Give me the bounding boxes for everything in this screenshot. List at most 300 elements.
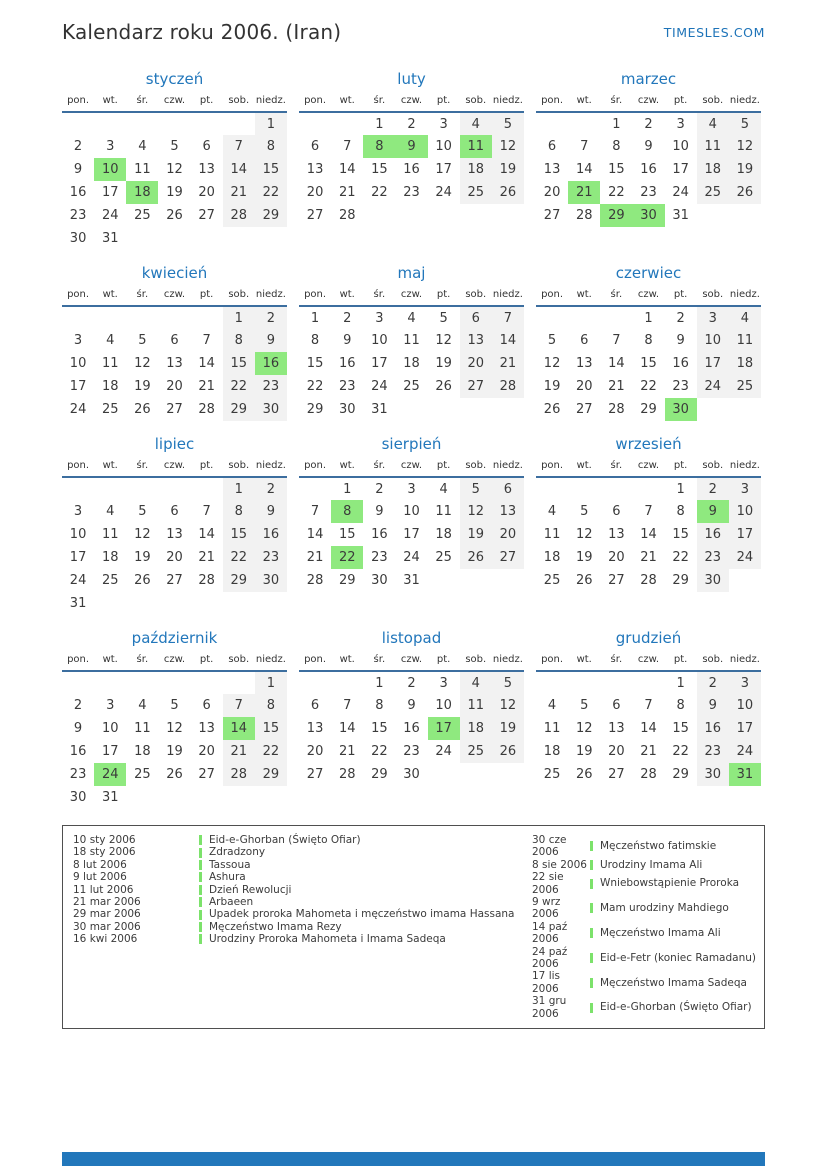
day-cell: 9 [644,139,653,154]
day-cell: 7 [223,694,255,717]
legend-item-label: Arbaeen [209,896,254,909]
day-cell: 10 [672,139,689,154]
day-cell: 5 [547,333,557,348]
day-cell: 8 [223,329,255,352]
day-cell: 24 [697,375,729,398]
day-cell: 30 [632,204,664,227]
day-cell: 24 [403,550,420,565]
day-cell: 27 [166,402,183,417]
day-cell: 9 [697,694,729,717]
day-cell: 30 [255,569,287,592]
day-cell: 6 [170,504,179,519]
day-cell: 27 [306,208,324,223]
day-cell: 18 [460,717,492,740]
weekday-header: wt. [94,93,126,112]
empty-day-cell [363,204,395,227]
day-cell: 7 [612,333,621,348]
empty-day-cell [729,204,761,227]
day-cell: 28 [198,402,215,417]
week-row [536,523,761,546]
weekday-header: sob. [223,652,255,671]
day-cell: 23 [697,546,729,569]
day-cell: 16 [371,527,388,542]
day-cell: 12 [166,721,183,736]
day-cell: 22 [371,744,388,759]
month-title: wrzesień [615,435,682,453]
weekday-header: pon. [62,287,94,306]
month-title: październik [131,629,218,647]
weekday-header: śr. [363,287,395,306]
day-cell: 21 [198,379,215,394]
day-cell: 16 [255,523,287,546]
month-table [62,93,287,250]
day-cell: 28 [306,573,324,588]
day-cell: 30 [403,767,420,782]
week-row [536,500,761,523]
day-cell: 2 [697,477,729,500]
weekday-header: pon. [536,287,568,306]
weekday-header: czw. [395,93,427,112]
day-cell: 5 [138,504,147,519]
day-cell: 16 [403,162,420,177]
day-cell: 27 [460,375,492,398]
day-cell: 14 [608,356,625,371]
weekday-header: niedz. [729,652,761,671]
day-cell: 10 [69,527,87,542]
weekday-header: śr. [363,93,395,112]
day-cell: 19 [460,523,492,546]
legend-item-date: 9 wrz 2006 [532,896,561,921]
legend-item-date: 21 mar 2006 [73,896,141,909]
empty-day-cell [191,112,223,135]
day-cell: 3 [697,306,729,329]
day-cell: 11 [134,721,151,736]
day-cell: 25 [543,573,561,588]
day-cell: 22 [672,744,689,759]
month-title: grudzień [615,629,682,647]
day-cell: 10 [371,333,388,348]
day-cell: 3 [439,116,448,132]
day-cell: 1 [612,116,621,132]
legend-item-date: 30 cze 2006 [532,834,567,859]
empty-day-cell [536,671,568,694]
legend-item-label: Upadek proroka Mahometa i męczeństwo imama Hassana [209,908,515,921]
day-cell: 21 [223,740,255,763]
weekday-header: czw. [395,287,427,306]
day-cell: 21 [338,744,356,759]
weekday-header: pt. [665,652,697,671]
weekday-header: śr. [126,458,158,477]
week-row [62,204,287,227]
day-cell: 7 [580,139,589,154]
empty-day-cell [600,671,632,694]
day-cell: 25 [460,181,492,204]
day-cell: 8 [331,500,363,523]
day-cell: 5 [580,504,589,519]
month-styczeń [62,70,287,250]
day-cell: 14 [223,158,255,181]
weekday-header: pon. [536,652,568,671]
day-cell: 9 [676,333,685,348]
day-cell: 17 [403,527,420,542]
day-cell: 13 [608,721,625,736]
day-cell: 5 [492,671,524,694]
day-cell: 6 [492,477,524,500]
day-cell: 13 [492,500,524,523]
day-cell: 25 [460,740,492,763]
legend-item-date: 16 kwi 2006 [73,933,138,946]
month-title: luty [397,70,426,88]
day-cell: 5 [170,698,179,713]
empty-day-cell [158,592,190,615]
weekday-header: wt. [94,652,126,671]
day-cell: 23 [371,550,388,565]
day-cell: 6 [310,698,320,713]
day-cell: 8 [363,135,395,158]
month-table [536,287,761,421]
day-cell: 13 [543,162,561,177]
empty-day-cell [395,398,427,421]
day-cell: 1 [223,477,255,500]
empty-day-cell [632,671,664,694]
empty-day-cell [223,592,255,615]
day-cell: 27 [575,402,593,417]
legend-item-date: 14 paź 2006 [532,920,568,946]
day-cell: 22 [255,740,287,763]
week-row [62,694,287,717]
day-cell: 20 [166,379,183,394]
empty-day-cell [158,227,190,250]
day-cell: 17 [371,356,388,371]
empty-day-cell [600,306,632,329]
day-cell: 28 [223,204,255,227]
legend-tick-icon [199,848,202,858]
day-cell: 28 [640,573,657,588]
day-cell: 29 [306,402,324,417]
day-cell: 13 [166,527,183,542]
day-cell: 26 [134,402,151,417]
empty-day-cell [492,569,524,592]
day-cell: 5 [170,139,179,154]
day-cell: 12 [575,721,593,736]
day-cell: 29 [223,398,255,421]
week-row [536,181,761,204]
day-cell: 29 [223,569,255,592]
day-cell: 31 [403,573,420,588]
day-cell: 6 [612,504,621,519]
day-cell: 31 [101,231,119,246]
weekday-header: wt. [94,287,126,306]
empty-day-cell [536,306,568,329]
legend-item-date: 10 sty 2006 [73,834,136,846]
day-cell: 24 [729,546,761,569]
empty-day-cell [255,786,287,809]
day-cell: 4 [439,481,448,497]
day-cell: 3 [407,481,416,497]
day-cell: 11 [101,527,119,542]
empty-day-cell [62,477,94,500]
legend-item [73,921,532,933]
page-title: Kalendarz roku 2006. (Iran) [62,20,342,44]
day-cell: 24 [69,573,87,588]
empty-day-cell [62,671,94,694]
day-cell: 15 [255,158,287,181]
day-cell: 18 [729,352,761,375]
day-cell: 26 [543,402,561,417]
week-row [299,135,524,158]
month-table [536,458,761,592]
weekday-header: sob. [223,458,255,477]
day-cell: 13 [306,721,324,736]
week-row [536,763,761,786]
day-cell: 6 [460,306,492,329]
week-row [62,227,287,250]
day-cell: 12 [575,527,593,542]
empty-day-cell [158,671,190,694]
weekday-header: wt. [568,93,600,112]
month-title: marzec [620,70,677,88]
day-cell: 8 [375,698,384,713]
day-cell: 25 [435,550,452,565]
legend-column-left [73,834,532,1020]
weekday-header: śr. [600,458,632,477]
day-cell: 27 [166,573,183,588]
day-cell: 28 [223,763,255,786]
day-cell: 28 [608,402,625,417]
weekday-header: śr. [600,93,632,112]
day-cell: 10 [697,329,729,352]
day-cell: 25 [403,379,420,394]
day-cell: 4 [460,671,492,694]
month-maj [299,264,524,421]
day-cell: 24 [435,744,452,759]
day-cell: 15 [672,721,689,736]
legend-item [73,884,532,896]
empty-day-cell [126,786,158,809]
legend-item [73,859,532,871]
empty-day-cell [255,227,287,250]
day-cell: 20 [608,550,625,565]
weekday-header: niedz. [255,458,287,477]
legend-item [532,970,756,995]
legend-item [532,834,756,859]
day-cell: 19 [729,158,761,181]
day-cell: 15 [640,356,657,371]
weekday-header: śr. [363,652,395,671]
weekday-header: pt. [665,93,697,112]
day-cell: 20 [575,379,593,394]
weekday-header: wt. [331,93,363,112]
legend-item-label: Eid-e-Ghorban (Święto Ofiar) [209,834,361,846]
day-cell: 15 [371,721,388,736]
day-cell: 18 [134,744,151,759]
legend-item-label: Urodziny Imama Ali [600,858,703,871]
day-cell: 29 [672,767,689,782]
day-cell: 27 [608,573,625,588]
weekday-header: wt. [331,652,363,671]
day-cell: 16 [672,356,689,371]
day-cell: 8 [310,333,320,348]
legend-tick-icon [199,860,202,870]
legend-tick-icon [199,835,202,845]
month-table [62,287,287,421]
day-cell: 22 [608,185,625,200]
day-cell: 19 [435,356,452,371]
weekday-header: śr. [363,458,395,477]
day-cell: 12 [435,333,452,348]
weekday-header: sob. [697,93,729,112]
day-cell: 31 [672,208,689,223]
site-link[interactable]: TIMESLES.COM [663,25,765,40]
day-cell: 10 [403,504,420,519]
day-cell: 7 [343,698,352,713]
day-cell: 18 [101,379,119,394]
week-row [62,500,287,523]
legend-item [73,896,532,908]
week-row [62,592,287,615]
day-cell: 17 [101,744,119,759]
day-cell: 19 [575,550,593,565]
legend-tick-icon [590,841,593,851]
day-cell: 23 [403,744,420,759]
legend-tick-icon [199,934,202,944]
weekday-header: śr. [600,652,632,671]
day-cell: 30 [697,763,729,786]
empty-day-cell [223,671,255,694]
day-cell: 1 [255,671,287,694]
empty-day-cell [632,477,664,500]
month-luty [299,70,524,227]
weekday-header: niedz. [492,287,524,306]
week-row [299,112,524,135]
legend-tick-icon [590,1003,593,1013]
empty-day-cell [428,398,460,421]
weekday-header: wt. [331,458,363,477]
legend-item-label: Męczeństwo Imama Rezy [209,920,342,933]
day-cell: 11 [729,329,761,352]
weekday-header: wt. [568,458,600,477]
legend-item-label: Urodziny Proroka Mahometa i Imama Sadeqa [209,933,446,946]
day-cell: 18 [543,550,561,565]
day-cell: 29 [640,402,657,417]
weekday-header: niedz. [255,652,287,671]
weekday-header: czw. [158,458,190,477]
month-title: maj [397,264,426,282]
month-table [299,458,524,592]
weekday-header: sob. [223,287,255,306]
day-cell: 14 [338,162,356,177]
empty-day-cell [492,204,524,227]
empty-day-cell [299,477,331,500]
week-row [299,158,524,181]
day-cell: 5 [492,112,524,135]
day-cell: 15 [608,162,625,177]
empty-day-cell [492,398,524,421]
week-row [536,717,761,740]
legend-item-date: 22 sie 2006 [532,871,564,896]
day-cell: 10 [435,698,452,713]
week-row [299,523,524,546]
month-table [299,93,524,227]
month-kwiecień [62,264,287,421]
day-cell: 6 [580,333,589,348]
empty-day-cell [331,112,363,135]
weekday-header: pt. [665,458,697,477]
empty-day-cell [191,306,223,329]
day-cell: 1 [676,675,685,691]
day-cell: 9 [697,500,729,523]
month-listopad [299,629,524,786]
week-row [62,477,287,500]
day-cell: 9 [255,329,287,352]
day-cell: 14 [306,527,324,542]
weekday-header: sob. [223,93,255,112]
day-cell: 25 [134,767,151,782]
day-cell: 17 [697,352,729,375]
legend-item [73,871,532,883]
day-cell: 17 [435,162,452,177]
weekday-header: czw. [632,458,664,477]
month-table [299,287,524,421]
weekday-header: wt. [331,287,363,306]
empty-day-cell [223,786,255,809]
weekday-header: pt. [428,287,460,306]
week-row [299,204,524,227]
day-cell: 4 [106,333,115,348]
day-cell: 22 [223,375,255,398]
day-cell: 9 [343,333,352,348]
day-cell: 2 [676,310,685,326]
empty-day-cell [126,671,158,694]
day-cell: 20 [198,744,215,759]
day-cell: 8 [255,694,287,717]
day-cell: 25 [697,181,729,204]
weekday-header: sob. [460,652,492,671]
legend-tick-icon [590,860,593,870]
empty-day-cell [126,477,158,500]
weekday-header: sob. [460,458,492,477]
day-cell: 31 [729,763,761,786]
day-cell: 1 [676,481,685,497]
day-cell: 7 [492,306,524,329]
empty-day-cell [729,398,761,421]
week-row [62,398,287,421]
week-row [536,569,761,592]
day-cell: 6 [547,139,557,154]
weekday-header: czw. [395,652,427,671]
day-cell: 6 [170,333,179,348]
legend-tick-icon [199,872,202,882]
day-cell: 16 [697,523,729,546]
legend-item [532,896,756,921]
day-cell: 3 [676,116,685,132]
day-cell: 16 [697,717,729,740]
day-cell: 7 [644,698,653,713]
day-cell: 24 [94,763,126,786]
day-cell: 20 [306,185,324,200]
month-title: listopad [381,629,442,647]
week-row [299,694,524,717]
week-row [62,375,287,398]
day-cell: 19 [492,717,524,740]
legend-item-date: 18 sty 2006 [73,846,136,859]
day-cell: 12 [134,527,151,542]
day-cell: 20 [198,185,215,200]
week-row [299,477,524,500]
day-cell: 1 [310,310,320,326]
legend-item-date: 8 lut 2006 [73,858,127,871]
weekday-header: pon. [299,652,331,671]
